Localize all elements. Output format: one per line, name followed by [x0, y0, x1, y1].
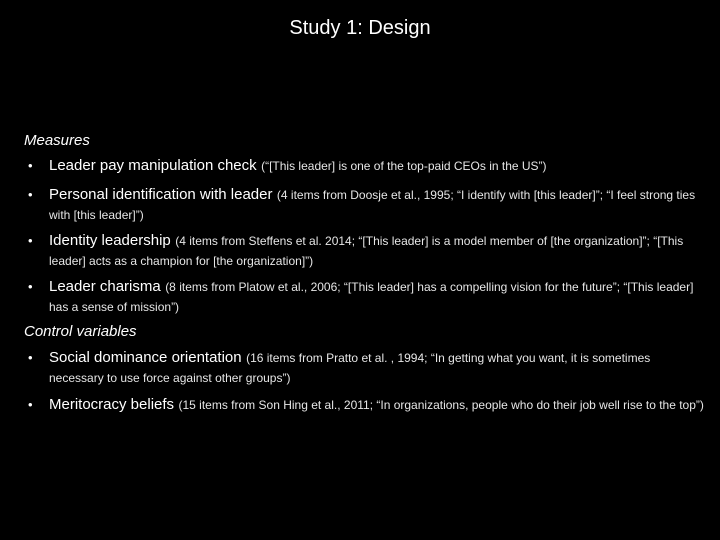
control-label: Meritocracy beliefs	[49, 396, 175, 413]
bullet-icon: •	[28, 279, 33, 294]
section-heading-measures: Measures	[24, 132, 90, 149]
bullet-icon: •	[28, 158, 33, 173]
slide-title: Study 1: Design	[289, 17, 431, 39]
measure-detail: (4 items from Steffens et al. 2014; “[This leader] is a model member of [the organization]”; “[This leader] acts as a champion for [the organization]”)	[49, 234, 684, 268]
measure-detail: (“[This leader] is one of the top-paid CEOs in the US”)	[261, 159, 547, 173]
measure-label: Leader pay manipulation check	[49, 157, 257, 174]
control-detail: (16 items from Pratto et al. , 1994; “In getting what you want, it is sometimes necessary to use force against other groups”)	[49, 351, 651, 385]
bullet-icon: •	[28, 350, 33, 365]
bullet-icon: •	[28, 233, 33, 248]
bullet-icon: •	[28, 187, 33, 202]
measure-label: Identity leadership	[49, 232, 171, 249]
control-label: Social dominance orientation	[49, 349, 242, 366]
measure-label: Leader charisma	[49, 278, 161, 295]
control-detail: (15 items from Son Hing et al., 2011; “In organizations, people who do their job well rise to the top”)	[178, 398, 704, 412]
measure-detail: (4 items from Doosje et al., 1995; “I identify with [this leader]”; “I feel strong ties with [this leader]”)	[49, 188, 696, 222]
section-heading-control-variables: Control variables	[24, 323, 137, 340]
measure-detail: (8 items from Platow et al., 2006; “[This leader] has a compelling vision for the future”; “[This leader] has a sense of mission”)	[49, 280, 694, 314]
measure-label: Personal identification with leader	[49, 186, 273, 203]
bullet-icon: •	[28, 397, 33, 412]
